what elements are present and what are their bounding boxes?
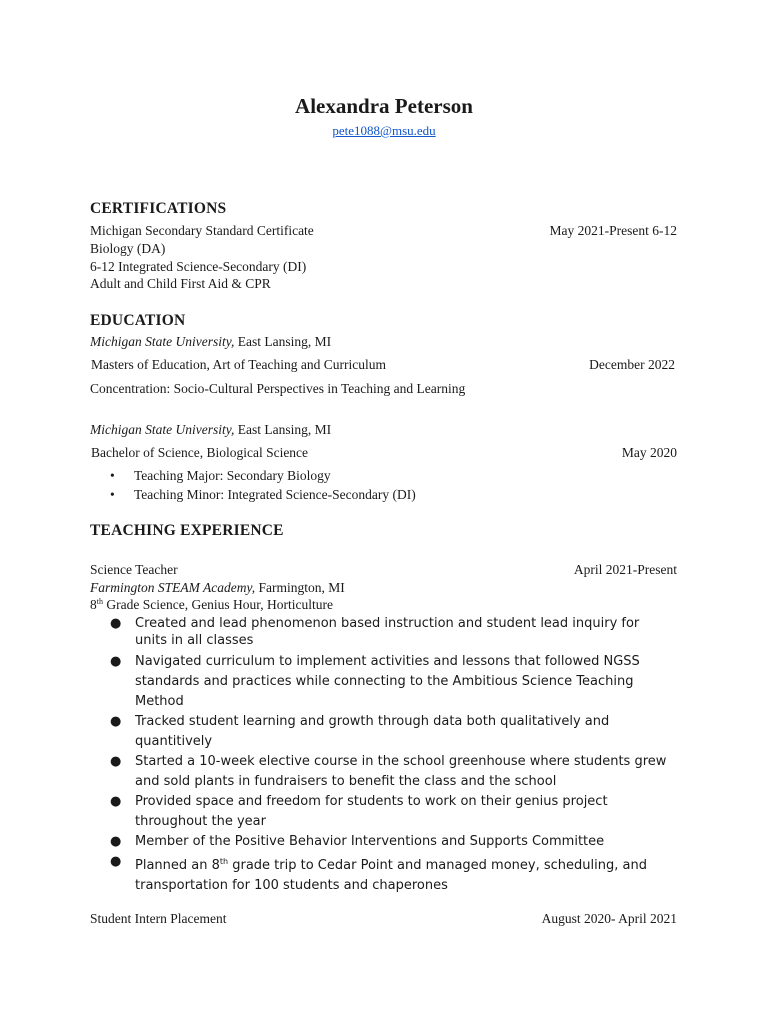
degree-2-date: May 2020 <box>621 445 677 460</box>
cert-line-1: Michigan Secondary Standard Certificate <box>90 223 314 238</box>
school-1 <box>90 334 331 350</box>
degree-2: Bachelor of Science, Biological Science <box>91 445 309 460</box>
job-1-grade: 8th Grade Science, Genius Hour, Horticulture <box>90 597 333 612</box>
job-1-date: April 2021-Present <box>573 562 677 577</box>
job-1-org-location: Farmington, MI <box>255 580 345 595</box>
concentration: Concentration: Socio-Cultural Perspectives in Teaching and Learning <box>90 381 466 396</box>
list-item: ● Provided space and freedom for students to work on their genius project throughout the year <box>110 794 608 829</box>
bullet-glyph: ● <box>110 834 122 849</box>
bullet-glyph: ● <box>110 616 122 631</box>
candidate-name: Alexandra Peterson <box>295 94 473 118</box>
bullet-glyph: ● <box>110 854 122 869</box>
school-2-location: East Lansing, MI <box>234 422 332 437</box>
list-item: ● Navigated curriculum to implement activities and lessons that followed NGSS standards and practices while connecting to the Ambitious Science Teaching Method <box>110 654 640 709</box>
bullet-glyph: • <box>110 468 115 483</box>
bullet-glyph: • <box>110 487 115 502</box>
school-2 <box>90 422 331 438</box>
school-1-name: Michigan State University, <box>90 334 235 349</box>
cert-line-1-date: May 2021-Present 6-12 <box>549 223 677 238</box>
list-item: ● Created and lead phenomenon based instruction and student lead inquiry for units in all classes <box>110 616 640 648</box>
bullet-glyph: ● <box>110 654 122 669</box>
list-item: ● Member of the Positive Behavior Interventions and Supports Committee <box>110 832 670 852</box>
cert-line-3: 6-12 Integrated Science-Secondary (DI) <box>90 259 307 274</box>
job-1-org <box>90 580 345 596</box>
school-1-location: East Lansing, MI <box>234 334 332 349</box>
bullet-glyph: ● <box>110 794 122 809</box>
degree-1: Masters of Education, Art of Teaching and Curriculum <box>91 357 386 372</box>
list-item: • Teaching Minor: Integrated Science-Secondary (DI) <box>110 487 416 502</box>
degree-1-date: December 2022 <box>589 357 675 372</box>
list-item: ● Tracked student learning and growth through data both qualitatively and quantitively <box>110 714 610 749</box>
cert-line-4: Adult and Child First Aid & CPR <box>90 276 271 291</box>
job-1-org-name: Farmington STEAM Academy, <box>90 580 256 595</box>
list-item: • Teaching Major: Secondary Biology <box>110 468 331 483</box>
list-item: ● Planned an 8th grade trip to Cedar Point and managed money, scheduling, and transportation for 100 students and chaperones <box>110 854 647 893</box>
bullet-glyph: ● <box>110 754 122 769</box>
email-link[interactable]: pete1088@msu.edu <box>332 123 436 138</box>
job-1-title: Science Teacher <box>90 562 178 577</box>
section-heading-education: EDUCATION <box>90 312 186 329</box>
job-1-bullets <box>110 615 670 896</box>
cert-line-2: Biology (DA) <box>90 241 166 256</box>
email-line <box>0 123 768 139</box>
school-2-name: Michigan State University, <box>90 422 235 437</box>
section-heading-teaching-experience: TEACHING EXPERIENCE <box>90 522 284 539</box>
list-item: ● Started a 10-week elective course in the school greenhouse where students grew and sold plants in fundraisers to benefit the class and the school <box>110 754 667 789</box>
job-2-date: August 2020- April 2021 <box>541 911 677 926</box>
job-2-title: Student Intern Placement <box>90 911 227 926</box>
bullet-glyph: ● <box>110 714 122 729</box>
section-heading-certifications: CERTIFICATIONS <box>90 200 227 217</box>
